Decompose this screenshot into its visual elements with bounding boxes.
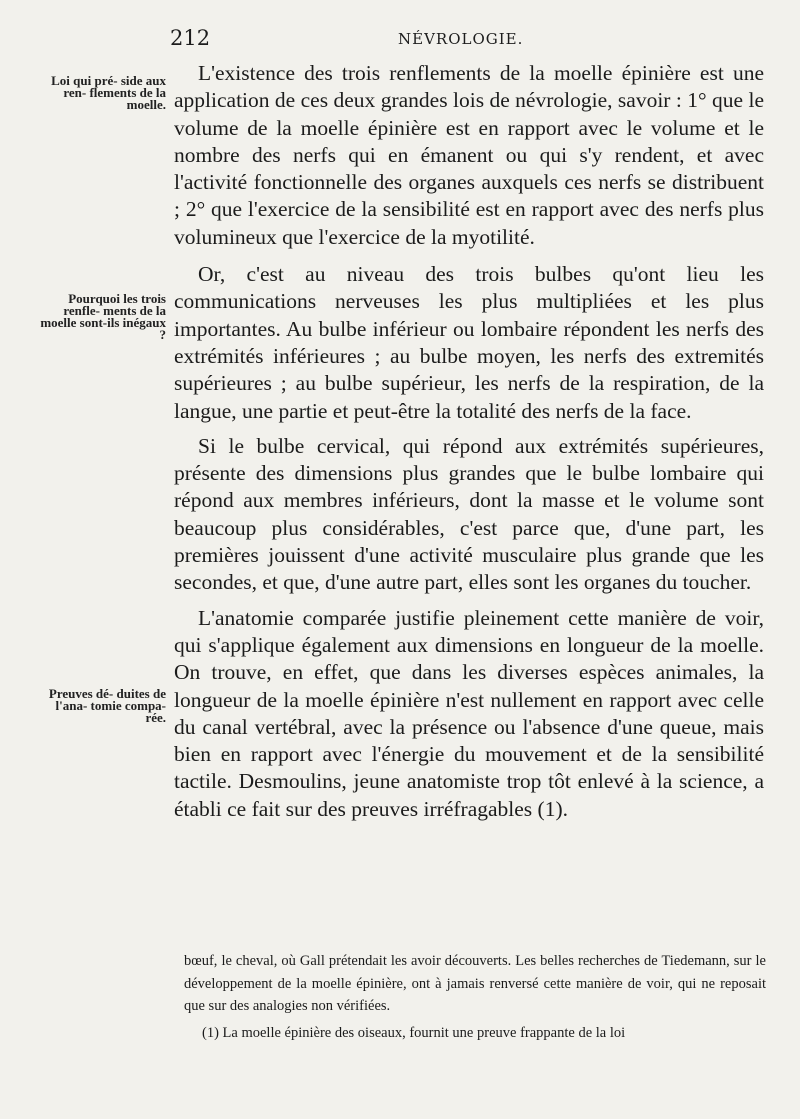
- paragraph-2: Or, c'est au niveau des trois bulbes qu'ont lieu les communications nerveuses les plus multipliées et les plus importantes. Au bulbe inférieur ou lombaire répondent les nerfs des extrémités inférieures ; au bulbe moyen, les nerfs des extremités supérieures ; au bulbe supérieur, les nerfs de la respiration, de la langue, une partie et peut-être la totalité des nerfs de la face.: [174, 262, 764, 423]
- running-title: NÉVROLOGIE.: [398, 30, 524, 48]
- margin-note-law: Loi qui pré- side aux ren- flements de la moelle.: [51, 73, 166, 112]
- main-text: [174, 60, 764, 823]
- paragraph-1: L'existence des trois renflements de la moelle épinière est une application de ces deux grandes lois de névrologie, savoir : 1° que le volume de la moelle épinière est en rapport avec le volume et le nombre des nerfs qui en émanent ou qui s'y rendent, et avec l'activité fonctionnelle des organes auxquels ces nerfs se distribuent ; 2° que l'exercice de la sensibilité est en rapport avec des nerfs plus volumineux que l'exercice de la myotilité.: [174, 61, 764, 249]
- footnote-continuation: bœuf, le cheval, où Gall prétendait les avoir découverts. Les belles recherches de Tiedemann, sur le développement de la moelle épinière, ont à jamais renversé cette manière de voir, qui ne reposait que sur des analogies non vérifiées.: [184, 953, 766, 1014]
- footnotes: [184, 950, 766, 1044]
- running-header: [0, 26, 800, 56]
- paragraph-4: L'anatomie comparée justifie pleinement cette manière de voir, qui s'applique également aux dimensions en longueur de la moelle. On trouve, en effet, que dans les diverses espèces animales, la longueur de la moelle épinière n'est nullement en rapport avec celle du canal vertébral, avec la présence ou l'absence d'une queue, mais bien en rapport avec l'énergie du mouvement et de la sensibilité tactile. Desmoulins, jeune anatomiste trop tôt enlevé à la science, a établi ce fait sur des preuves irréfragables (1).: [174, 605, 764, 821]
- paragraph-3: Si le bulbe cervical, qui répond aux extrémités supérieures, présente des dimensions plus grandes que le bulbe lombaire qui répond aux membres inférieurs, dont la masse et le volume sont beaucoup plus considérables, c'est parce que, d'une part, les premières jouissent d'une activité musculaire plus grande que les secondes, et que, d'une autre part, elles sont les organes du toucher.: [174, 433, 764, 595]
- margin-note-why-unequal: Pourquoi les trois renfle- ments de la moelle sont-ils inégaux ?: [40, 291, 166, 342]
- page-number: 212: [170, 26, 211, 50]
- footnote-1: (1) La moelle épinière des oiseaux, fournit une preuve frappante de la loi: [202, 1024, 626, 1041]
- margin-note-comparative-anatomy: Preuves dé- duites de l'ana- tomie compa- rée.: [48, 686, 166, 725]
